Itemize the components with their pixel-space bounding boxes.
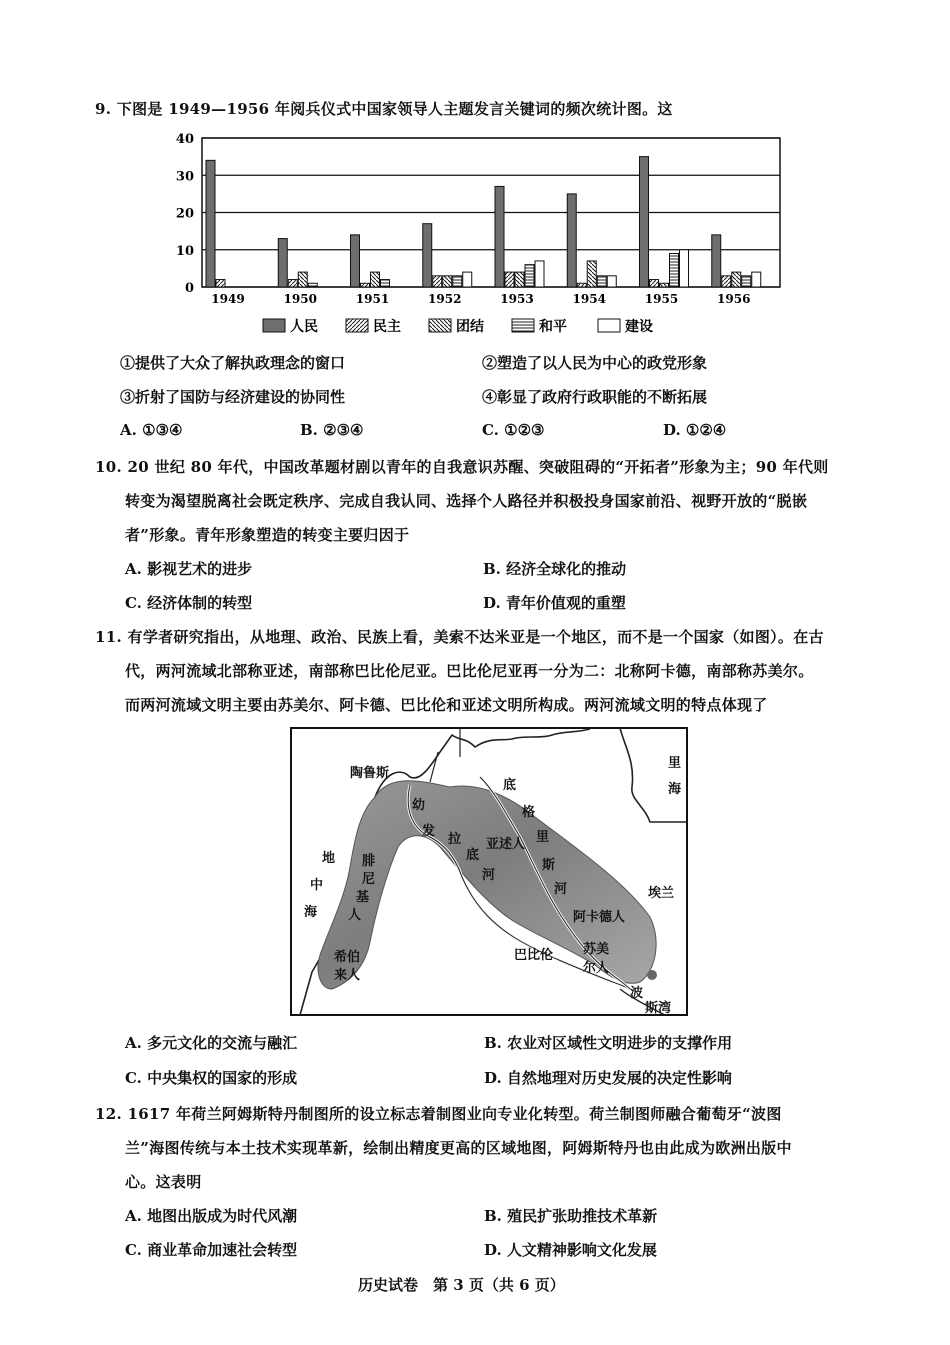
label-taurus: 陶鲁斯 bbox=[350, 766, 390, 781]
bar-1953-heping bbox=[525, 265, 534, 287]
q12-option-c[interactable]: C. 商业革命加速社会转型 bbox=[125, 1241, 298, 1259]
q9-statement-3: ③折射了国防与经济建设的协同性 bbox=[120, 388, 346, 406]
label-phoen-2: 尼 bbox=[362, 872, 376, 887]
bar-1950-minzhu bbox=[288, 280, 297, 287]
bar-1952-tuanjie bbox=[443, 276, 452, 287]
label-euph-4: 底 bbox=[466, 848, 480, 863]
x-tick-label: 1955 bbox=[644, 292, 679, 306]
q10-line-2: 转变为渴望脱离社会既定秩序、完成自我认同、选择个人路径并积极投身国家前沿、视野开放的“脱嵌 bbox=[125, 492, 808, 510]
q9-option-b[interactable]: B. ②③④ bbox=[300, 421, 364, 439]
y-tick-label: 20 bbox=[175, 206, 194, 222]
q10-option-a[interactable]: A. 影视艺术的进步 bbox=[125, 560, 253, 578]
q11-option-a[interactable]: A. 多元文化的交流与融汇 bbox=[125, 1034, 298, 1052]
bar-1949-minzhu bbox=[216, 280, 225, 287]
q11-line-3: 而两河流域文明主要由苏美尔、阿卡德、巴比伦和亚述文明所构成。两河流域文明的特点体现了 bbox=[125, 696, 768, 714]
q11-line-1: 11. 有学者研究指出，从地理、政治、民族上看，美索不达米亚是一个地区，而不是一个国家（如图）。在古 bbox=[95, 628, 824, 646]
label-phoen-1: 腓 bbox=[362, 854, 376, 869]
bar-1955-renmin bbox=[640, 157, 649, 287]
label-phoen-3: 基 bbox=[356, 890, 370, 905]
bar-1954-tuanjie bbox=[587, 261, 596, 287]
q11-option-c[interactable]: C. 中央集权的国家的形成 bbox=[125, 1069, 298, 1087]
label-euph-3: 拉 bbox=[448, 832, 462, 847]
label-euph-5: 河 bbox=[482, 868, 496, 883]
bar-1950-heping bbox=[308, 283, 317, 287]
q12-option-d[interactable]: D. 人文精神影响文化发展 bbox=[484, 1241, 657, 1259]
bar-1954-jianshe bbox=[607, 276, 616, 287]
bar-1954-renmin bbox=[567, 194, 576, 287]
bar-1950-tuanjie bbox=[298, 272, 307, 287]
q11-option-d[interactable]: D. 自然地理对历史发展的决定性影响 bbox=[484, 1069, 732, 1087]
legend-swatch-tuanjie bbox=[429, 319, 451, 332]
bar-1956-tuanjie bbox=[732, 272, 741, 287]
bar-1954-minzhu bbox=[577, 283, 586, 287]
label-tig-1: 底 bbox=[503, 778, 517, 793]
q11-line-2: 代，两河流域北部称亚述，南部称巴比伦尼亚。巴比伦尼亚再一分为二：北称阿卡德，南部称苏美尔。 bbox=[125, 662, 814, 680]
mesopotamia-map bbox=[290, 727, 688, 1016]
q9-statement-4: ④彰显了政府行政职能的不断拓展 bbox=[482, 388, 708, 406]
label-med-2: 中 bbox=[310, 878, 324, 893]
label-med-3: 海 bbox=[304, 905, 318, 920]
q10-line-1: 10. 20 世纪 80 年代，中国改革题材剧以青年的自我意识苏醒、突破阻碍的“开拓者”形象为主；90 年代则 bbox=[95, 458, 829, 476]
label-tig-4: 斯 bbox=[542, 858, 556, 873]
label-gulf-1: 波 bbox=[630, 986, 644, 1001]
q12-line-1: 12. 1617 年荷兰阿姆斯特丹制图所的设立标志着制图业向专业化转型。荷兰制图师融合葡萄牙“波图 bbox=[95, 1105, 782, 1123]
legend-label-tuanjie: 团结 bbox=[456, 319, 484, 335]
label-euph-2: 发 bbox=[422, 824, 436, 839]
bar-1953-tuanjie bbox=[515, 272, 524, 287]
q9-bar-chart bbox=[160, 120, 800, 345]
bar-1956-minzhu bbox=[722, 276, 731, 287]
bar-1951-heping bbox=[381, 280, 390, 287]
bar-1951-renmin bbox=[351, 235, 360, 287]
q10-line-3: 者”形象。青年形象塑造的转变主要归因于 bbox=[125, 526, 410, 544]
x-tick-label: 1950 bbox=[283, 292, 317, 306]
q9-option-d[interactable]: D. ①②④ bbox=[663, 421, 727, 439]
label-caspian-2: 海 bbox=[668, 782, 682, 797]
label-assyrians: 亚述人 bbox=[486, 837, 526, 852]
gulf-marker bbox=[647, 970, 657, 980]
bar-1956-heping bbox=[742, 276, 751, 287]
bar-1955-minzhu bbox=[650, 280, 659, 287]
x-tick-label: 1956 bbox=[717, 292, 751, 306]
bar-1955-jianshe bbox=[680, 250, 689, 287]
y-tick-label: 0 bbox=[184, 281, 194, 296]
label-sumer-2: 尔人 bbox=[583, 961, 610, 976]
x-tick-label: 1952 bbox=[428, 292, 462, 306]
x-tick-label: 1951 bbox=[355, 292, 390, 306]
bar-1951-minzhu bbox=[361, 283, 370, 287]
q12-option-a[interactable]: A. 地图出版成为时代风潮 bbox=[125, 1207, 298, 1225]
q10-option-c[interactable]: C. 经济体制的转型 bbox=[125, 594, 253, 612]
q12-option-b[interactable]: B. 殖民扩张助推技术革新 bbox=[484, 1207, 658, 1225]
bar-1953-renmin bbox=[495, 186, 504, 287]
bar-1950-renmin bbox=[278, 239, 287, 287]
q9-option-a[interactable]: A. ①③④ bbox=[120, 421, 183, 439]
bar-1953-jianshe bbox=[535, 261, 544, 287]
label-caspian-1: 里 bbox=[668, 756, 682, 771]
bar-1955-tuanjie bbox=[660, 283, 669, 287]
q10-option-b[interactable]: B. 经济全球化的推动 bbox=[483, 560, 627, 578]
legend-swatch-heping bbox=[512, 319, 534, 332]
page-footer: 历史试卷 第 3 页（共 6 页） bbox=[358, 1276, 565, 1294]
bar-1956-renmin bbox=[712, 235, 721, 287]
label-elam: 埃兰 bbox=[648, 886, 675, 901]
q9-statement-1: ①提供了大众了解执政理念的窗口 bbox=[120, 354, 346, 372]
label-babylon: 巴比伦 bbox=[514, 948, 554, 963]
bar-1955-heping bbox=[670, 253, 679, 287]
label-hebrews-1: 希伯 bbox=[334, 950, 361, 965]
q9-option-c[interactable]: C. ①②③ bbox=[482, 421, 545, 439]
label-euph-1: 幼 bbox=[412, 798, 426, 813]
q9-statement-2: ②塑造了以人民为中心的政党形象 bbox=[482, 354, 708, 372]
legend-swatch-minzhu bbox=[346, 319, 368, 332]
legend-label-renmin: 人民 bbox=[290, 319, 318, 335]
label-sumer-1: 苏美 bbox=[583, 942, 610, 957]
bar-1951-tuanjie bbox=[371, 272, 380, 287]
y-tick-label: 10 bbox=[175, 243, 194, 259]
label-gulf-2: 斯湾 bbox=[645, 1001, 672, 1016]
bar-1954-heping bbox=[597, 276, 606, 287]
legend-label-jianshe: 建设 bbox=[625, 319, 653, 335]
label-hebrews-2: 来人 bbox=[334, 968, 361, 983]
q10-option-d[interactable]: D. 青年价值观的重塑 bbox=[483, 594, 626, 612]
x-tick-label: 1953 bbox=[500, 292, 534, 306]
bar-1956-jianshe bbox=[752, 272, 761, 287]
label-akkadians: 阿卡德人 bbox=[573, 910, 626, 925]
legend-swatch-renmin bbox=[263, 319, 285, 332]
y-tick-label: 40 bbox=[175, 132, 194, 147]
q12-line-3: 心。这表明 bbox=[125, 1173, 202, 1191]
q12-line-2: 兰”海图传统与本土技术实现革新，绘制出精度更高的区域地图，阿姆斯特丹也由此成为欧洲出版中 bbox=[125, 1139, 792, 1157]
label-med-1: 地 bbox=[322, 851, 336, 866]
y-tick-label: 30 bbox=[175, 169, 194, 185]
bar-1949-renmin bbox=[206, 160, 215, 287]
legend-swatch-jianshe bbox=[598, 319, 620, 332]
bar-1952-minzhu bbox=[433, 276, 442, 287]
legend-label-heping: 和平 bbox=[539, 319, 567, 335]
bar-1953-minzhu bbox=[505, 272, 514, 287]
label-tig-3: 里 bbox=[536, 830, 550, 845]
label-tig-5: 河 bbox=[554, 882, 568, 897]
label-tig-2: 格 bbox=[522, 805, 536, 820]
q11-option-b[interactable]: B. 农业对区域性文明进步的支撑作用 bbox=[484, 1034, 733, 1052]
bar-1952-renmin bbox=[423, 224, 432, 287]
q9-stem: 9. 下图是 1949—1956 年阅兵仪式中国家领导人主题发言关键词的频次统计图。这 bbox=[95, 100, 673, 118]
x-tick-label: 1949 bbox=[211, 292, 245, 306]
x-tick-label: 1954 bbox=[572, 292, 606, 306]
bar-1952-jianshe bbox=[463, 272, 472, 287]
legend-label-minzhu: 民主 bbox=[373, 319, 401, 335]
bar-1952-heping bbox=[453, 276, 462, 287]
label-phoen-4: 人 bbox=[348, 908, 362, 923]
